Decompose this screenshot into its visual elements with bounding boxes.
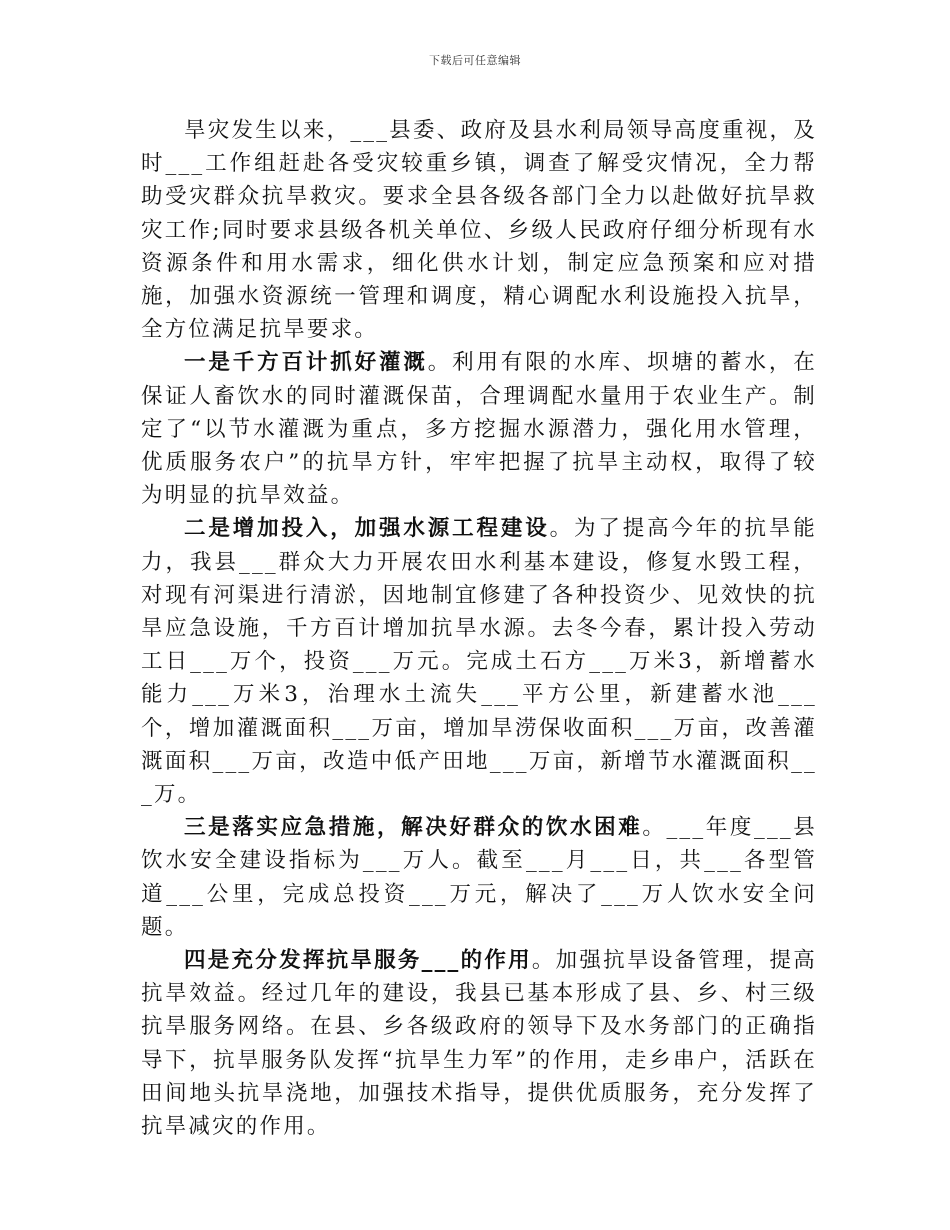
paragraph-investment-heading: 二是增加投入，加强水源工程建设 (184, 516, 550, 542)
paragraph-service (141, 944, 817, 1143)
paragraph-service-heading: 四是充分发挥抗旱服务___的作用 (184, 948, 532, 974)
paragraph-emergency-text: 。___年度___县饮水安全建设指标为___万人。截至___月___日，共___各型管道___公里，完成总投资___万元，解决了___万人饮水安全问题。 (141, 815, 817, 940)
paragraph-emergency (141, 811, 817, 944)
paragraph-service-text: 。加强抗旱设备管理，提高抗旱效益。经过几年的建设，我县已基本形成了县、乡、村三级抗旱服务网络。在县、乡各级政府的领导下及水务部门的正确指导下，抗旱服务队发挥“抗旱生力军”的作用，走乡串户，活跃在田间地头抗旱浇地，加强技术指导，提供优质服务，充分发挥了抗旱减灾的作用。 (141, 948, 817, 1140)
page-header: 下载后可任意编辑 (429, 54, 521, 67)
document-body (141, 114, 817, 1143)
paragraph-irrigation-heading: 一是千方百计抓好灌溉 (184, 350, 428, 376)
paragraph-intro (141, 114, 817, 346)
paragraph-intro-text: 旱灾发生以来，___县委、政府及县水利局领导高度重视，及时___工作组赶赴各受灾较重乡镇，调查了解受灾情况，全力帮助受灾群众抗旱救灾。要求全县各级各部门全力以赴做好抗旱救灾工作;同时要求县级各机关单位、乡级人民政府仔细分析现有水资源条件和用水需求，细化供水计划，制定应急预案和应对措施，加强水资源统一管理和调度，精心调配水利设施投入抗旱，全方位满足抗旱要求。 (141, 118, 817, 343)
paragraph-irrigation (141, 346, 817, 512)
paragraph-irrigation-text: 。利用有限的水库、坝塘的蓄水，在保证人畜饮水的同时灌溉保苗，合理调配水量用于农业生产。制定了“以节水灌溉为重点，多方挖掘水源潜力，强化用水管理，优质服务农户”的抗旱方针，牢牢把握了抗旱主动权，取得了较为明显的抗旱效益。 (141, 350, 817, 509)
paragraph-investment (141, 512, 817, 811)
paragraph-emergency-heading: 三是落实应急措施，解决好群众的饮水困难 (184, 815, 643, 841)
paragraph-investment-text: 。为了提高今年的抗旱能力，我县___群众大力开展农田水利基本建设，修复水毁工程，对现有河渠进行清淤，因地制宜修建了各种投资少、见效快的抗旱应急设施，千方百计增加抗旱水源。去冬今春，累计投入劳动工日___万个，投资___万元。完成土石方___万米3，新增蓄水能力___万米3，治理水土流失___平方公里，新建蓄水池___个，增加灌溉面积___万亩，增加旱涝保收面积___万亩，改善灌溉面积___万亩，改造中低产田地___万亩，新增节水灌溉面积___万。 (141, 516, 817, 808)
